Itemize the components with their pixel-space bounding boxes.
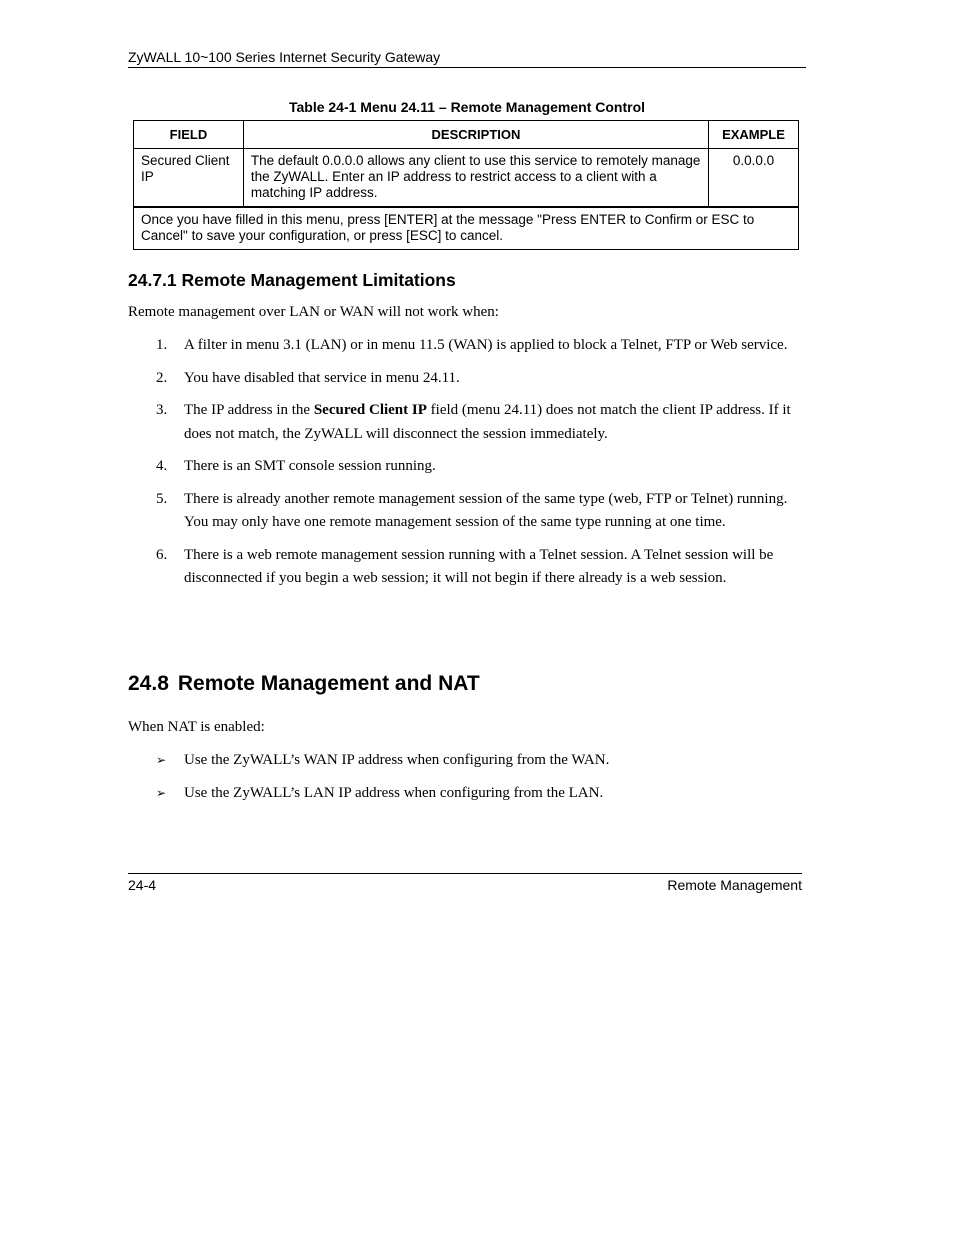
list-item (128, 488, 808, 535)
section-heading-nat (128, 670, 480, 698)
remote-management-control-table (133, 120, 799, 250)
list-item-number: 4. (156, 458, 168, 474)
list-item-text: Use the ZyWALL’s WAN IP address when configuring from the WAN. (184, 752, 610, 768)
header-title: ZyWALL 10~100 Series Internet Security Gateway (128, 49, 441, 65)
section-title: Remote Management and NAT (177, 672, 480, 695)
table-footnote-row (134, 207, 799, 250)
list-item-text-pre: The IP address in the (184, 402, 314, 418)
secured-client-ip-term: Secured Client IP (313, 402, 427, 418)
section-number: 24.8 (128, 672, 169, 695)
section-heading-limitations: 24.7.1 Remote Management Limitations (128, 270, 456, 290)
list-item-number: 1. (156, 337, 168, 353)
list-item (128, 749, 808, 772)
page-header (128, 48, 806, 68)
column-header-field: FIELD (134, 121, 244, 149)
list-item-text: A filter in menu 3.1 (LAN) or in menu 11.5 (WAN) is applied to block a Telnet, FTP or Web service. (184, 337, 788, 353)
arrow-bullet-icon: ➢ (156, 786, 167, 800)
column-header-example: EXAMPLE (709, 121, 799, 149)
list-item-text: There is an SMT console session running. (184, 458, 436, 474)
table-footnote: Once you have filled in this menu, press [ENTER] at the message "Press ENTER to Confirm or ESC to Cancel" to save your configuration, or press [ESC] to cancel. (134, 207, 799, 250)
table-row (134, 149, 799, 208)
list-item (128, 399, 808, 446)
page-footer (128, 873, 802, 894)
list-item (128, 455, 808, 479)
list-item-text-post: field (menu 24.11) does not match the client IP address. If it does not match, the ZyWALL will disconnect the session immediately. (184, 402, 791, 442)
list-item (128, 782, 808, 805)
list-item-text: There is a web remote management session running with a Telnet session. A Telnet session will be disconnected if you begin a web session; it will not begin if there already is a web session. (184, 546, 774, 586)
list-item-number: 6. (156, 546, 168, 563)
list-item-number: 3. (156, 402, 168, 418)
page-number: 24-4 (128, 877, 157, 893)
limitations-list (128, 334, 808, 600)
nat-bullet-list (128, 749, 808, 815)
list-item-text (184, 402, 791, 442)
list-item-number: 2. (156, 369, 168, 386)
table-caption: Table 24-1 Menu 24.11 – Remote Management Control (288, 99, 646, 115)
list-item-text: Use the ZyWALL’s LAN IP address when configuring from the LAN. (184, 785, 604, 801)
description-cell: The default 0.0.0.0 allows any client to use this service to remotely manage the ZyWALL. Enter an IP address to restrict access to a client with a matching IP address. (243, 149, 708, 208)
table-header-row (134, 121, 799, 149)
list-item (128, 544, 808, 591)
list-item-text: You have disabled that service in menu 24.11. (184, 369, 460, 386)
column-header-description: DESCRIPTION (243, 121, 708, 149)
example-cell: 0.0.0.0 (709, 149, 799, 208)
arrow-bullet-icon: ➢ (156, 753, 167, 767)
list-item-text: There is already another remote management session of the same type (web, FTP or Telnet) running. You may only have one remote management session of the same type running at one time. (184, 490, 788, 530)
field-cell: Secured Client IP (134, 149, 244, 208)
limitations-intro: Remote management over LAN or WAN will not work when: (128, 304, 499, 320)
list-item-number: 5. (156, 490, 168, 507)
nat-intro: When NAT is enabled: (128, 719, 265, 735)
list-item (128, 334, 808, 358)
chapter-name: Remote Management (667, 877, 802, 893)
list-item (128, 367, 808, 391)
